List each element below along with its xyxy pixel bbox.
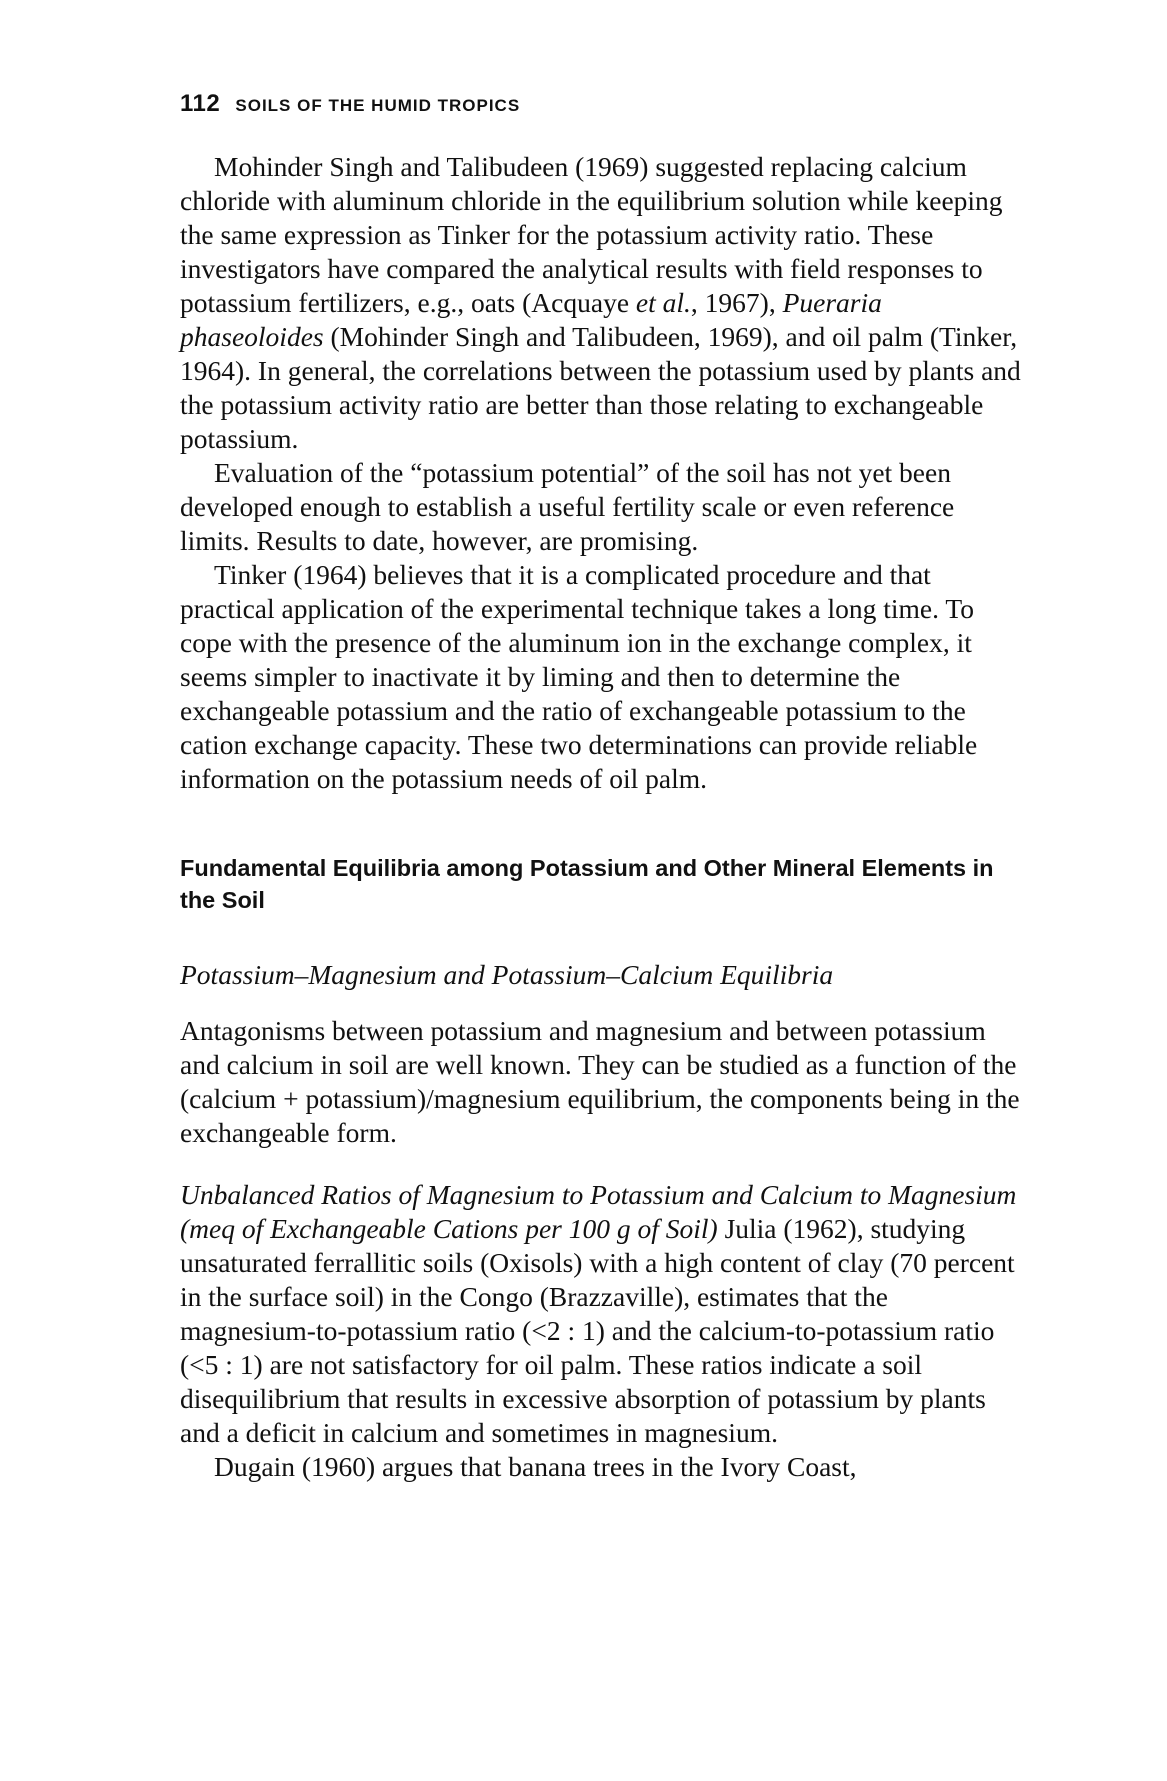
paragraph-1-text-c: (Mohinder Singh and Talibudeen, 1969), and oil palm (Tinker, 1964). In general, the correlations between the potassium used by plants and the potassium activity ratio are better than those relating to exchangeable potassium.: [180, 321, 1021, 454]
book-page: [180, 92, 1030, 1484]
running-title: SOILS OF THE HUMID TROPICS: [235, 96, 521, 115]
page-number: 112: [180, 90, 221, 117]
paragraph-5: [180, 1178, 1030, 1450]
sub-heading: Potassium–Magnesium and Potassium–Calcium Equilibria: [180, 959, 834, 990]
paragraph-1-text-a: Mohinder Singh and Talibudeen (1969) suggested replacing calcium chloride with aluminum chloride in the equilibrium solution while keeping the same expression as Tinker for the potassium activity ratio. These investigators have compared the analytical results with field responses to potassium fertilizers, e.g., oats (Acquaye: [180, 151, 1003, 318]
section-body: [180, 1014, 1030, 1484]
paragraph-1-text-b: , 1967),: [690, 287, 783, 318]
paragraph-6: Dugain (1960) argues that banana trees in the Ivory Coast,: [214, 1451, 857, 1482]
run-in-heading: Unbalanced Ratios of Magnesium to Potassium and Calcium to Magnesium (meq of Exchangeable Cations per 100 g of Soil): [180, 1179, 1017, 1244]
paragraph-1: [180, 150, 1030, 456]
paragraph-5-text: Julia (1962), studying unsaturated ferrallitic soils (Oxisols) with a high content of clay (70 percent in the surface soil) in the Congo (Brazzaville), estimates that the magnesium-to-potassium ratio (<2 : 1) and the calcium-to-potassium ratio (<5 : 1) are not satisfactory for oil palm. These ratios indicate a soil disequilibrium that results in excessive absorption of potassium by plants and a deficit in calcium and sometimes in magnesium.: [180, 1213, 1015, 1448]
paragraph-4: Antagonisms between potassium and magnesium and between potassium and calcium in soil are well known. They can be studied as a function of the (calcium + potassium)/magnesium equilibrium, the components being in the exchangeable form.: [180, 1015, 1020, 1148]
paragraph-2: Evaluation of the “potassium potential” of the soil has not yet been developed enough to establish a useful fertility scale or even reference limits. Results to date, however, are promising.: [180, 457, 955, 556]
paragraph-1-italic-etal: et al.: [635, 287, 691, 318]
paragraph-3: Tinker (1964) believes that it is a complicated procedure and that practical application of the experimental technique takes a long time. To cope with the presence of the aluminum ion in the exchange complex, it seems simpler to inactivate it by liming and then to determine the exchangeable potassium and the ratio of exchangeable potassium to the cation exchange capacity. These two determinations can provide reliable information on the potassium needs of oil palm.: [180, 559, 978, 794]
running-head: [180, 92, 1030, 116]
section-heading: Fundamental Equilibria among Potassium and Other Mineral Elements in the Soil: [180, 855, 994, 913]
paragraph-1-italic-species: Pueraria phaseoloides: [180, 287, 882, 352]
body-text: [180, 150, 1030, 796]
